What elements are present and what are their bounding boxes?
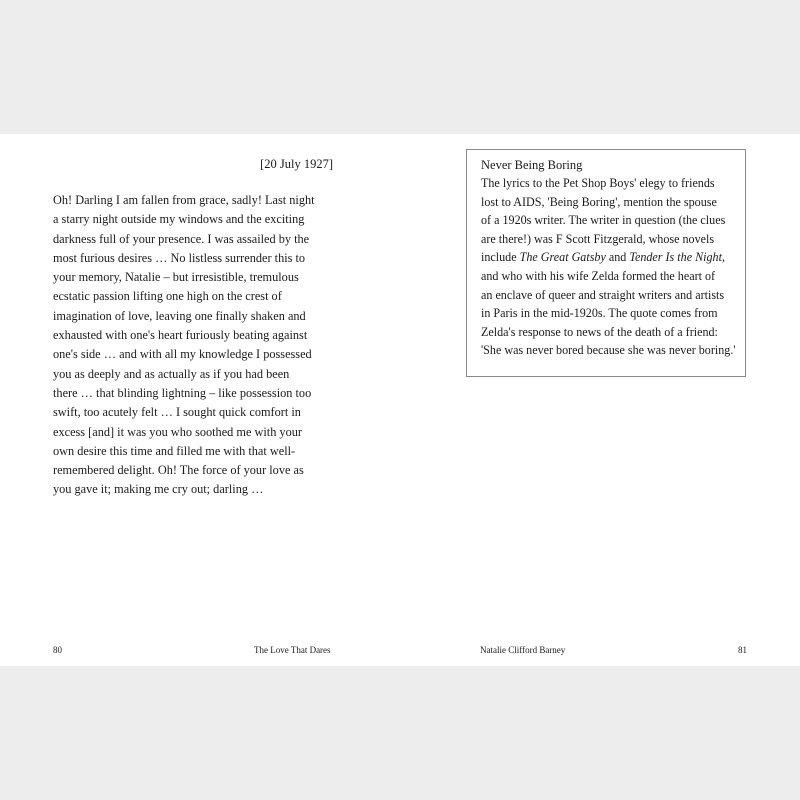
sidebar-line: lost to AIDS, 'Being Boring', mention the spouse bbox=[481, 194, 717, 209]
sidebar-title: Never Being Boring bbox=[481, 158, 583, 172]
letter-line: imagination of love, leaving one finally shaken and bbox=[53, 308, 306, 323]
sidebar-line: The lyrics to the Pet Shop Boys' elegy to friends bbox=[481, 176, 715, 190]
sidebar-line: of a 1920s writer. The writer in question (the clues bbox=[481, 213, 726, 228]
running-title-left: The Love That Dares bbox=[254, 645, 331, 655]
letter-line: most furious desires … No listless surrender this to bbox=[53, 250, 306, 265]
letter-line: one's side … and with all my knowledge I possessed bbox=[53, 347, 312, 362]
letter-line: ecstatic passion lifting one high on the crest of bbox=[53, 289, 282, 304]
running-title-right: Natalie Clifford Barney bbox=[480, 645, 566, 655]
letter-line: excess [and] it was you who soothed me with your bbox=[53, 424, 302, 439]
sidebar-line: in Paris in the mid-1920s. The quote comes from bbox=[481, 306, 718, 321]
sidebar-line: an enclave of queer and straight writers and artists bbox=[481, 287, 725, 302]
book-title-great-gatsby: The Great Gatsby bbox=[519, 250, 606, 265]
book-title-tender-is-the-night: Tender Is the Night bbox=[629, 250, 722, 265]
letter-line: exhausted with one's heart furiously beating against bbox=[53, 328, 308, 343]
letter-date: [20 July 1927] bbox=[260, 157, 333, 171]
letter-line: a starry night outside my windows and the exciting bbox=[53, 212, 305, 227]
letter-line: own desire this time and filled me with that well- bbox=[53, 443, 296, 458]
sidebar-box bbox=[466, 149, 746, 377]
letter-line: remembered delight. Oh! The force of your love as bbox=[53, 463, 304, 478]
letter-line: swift, too acutely felt … I sought quick comfort in bbox=[53, 405, 301, 420]
letter-line: there … that blinding lightning – like possession too bbox=[53, 385, 312, 400]
letter-line: your memory, Natalie – but irresistible, tremulous bbox=[53, 270, 299, 285]
page-number-left: 80 bbox=[53, 645, 62, 655]
book-spread bbox=[0, 134, 800, 666]
sidebar-line: 'She was never bored because she was never boring.' bbox=[481, 343, 736, 358]
sidebar-line: and who with his wife Zelda formed the heart of bbox=[481, 268, 716, 283]
sidebar-text: , bbox=[721, 250, 726, 265]
sidebar-line: are there!) was F Scott Fitzgerald, whose novels bbox=[481, 231, 715, 246]
page-number-right: 81 bbox=[738, 645, 747, 655]
letter-line: you gave it; making me cry out; darling … bbox=[53, 482, 264, 497]
letter-text bbox=[53, 191, 343, 500]
letter-line: you as deeply and as actually as if you had been bbox=[53, 366, 290, 381]
letter-line: darkness full of your presence. I was assailed by the bbox=[53, 231, 310, 246]
sidebar-line bbox=[481, 248, 745, 267]
sidebar-text: include bbox=[481, 250, 520, 265]
sidebar-text: and bbox=[605, 250, 630, 265]
sidebar-line: Zelda's response to news of the death of a friend: bbox=[481, 324, 718, 339]
letter-line: Oh! Darling I am fallen from grace, sadly! Last night bbox=[53, 193, 315, 207]
